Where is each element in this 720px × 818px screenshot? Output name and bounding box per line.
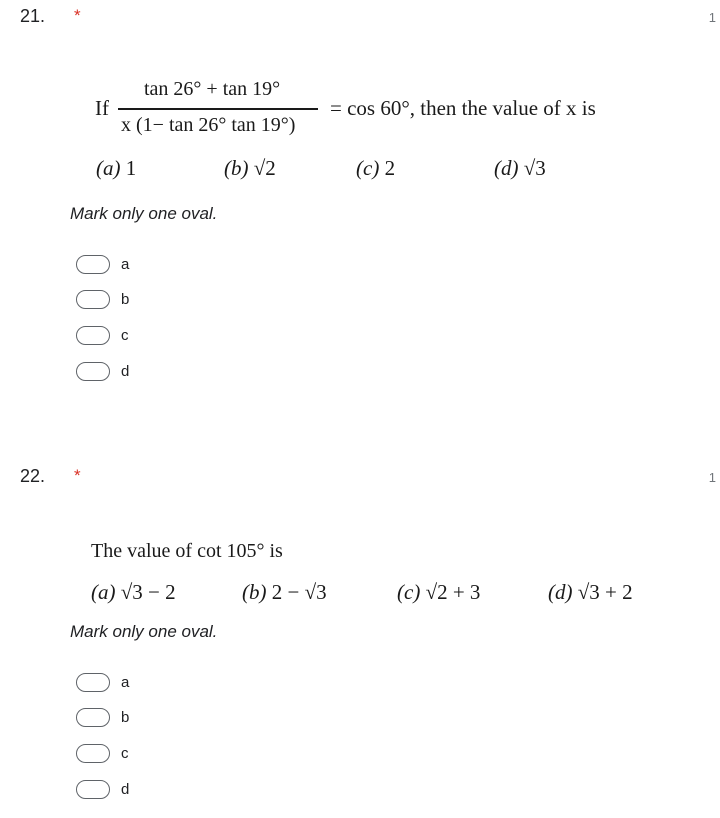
choice-key: (a): [96, 156, 121, 180]
option-b[interactable]: [76, 288, 129, 310]
option-label: d: [121, 362, 130, 380]
option-b[interactable]: [76, 706, 129, 728]
choice-key: (d): [548, 580, 573, 604]
option-c[interactable]: [76, 324, 129, 346]
choice-key: (a): [91, 580, 116, 604]
radio-oval[interactable]: [76, 708, 110, 727]
choice-c: [397, 580, 480, 605]
option-c[interactable]: [76, 742, 129, 764]
option-a[interactable]: [76, 253, 129, 275]
required-asterisk: *: [74, 466, 81, 485]
radio-oval[interactable]: [76, 255, 110, 274]
radio-oval[interactable]: [76, 362, 110, 381]
option-label: c: [121, 326, 129, 344]
radio-oval[interactable]: [76, 290, 110, 309]
choice-value: 2 − √3: [271, 580, 327, 604]
choice-d: [494, 156, 546, 181]
radio-oval[interactable]: [76, 673, 110, 692]
fraction-numerator: tan 26° + tan 19°: [144, 78, 281, 100]
instruction-text: Mark only one oval.: [70, 204, 218, 223]
choice-key: (c): [356, 156, 380, 180]
option-label: c: [121, 744, 129, 762]
choice-a: [96, 156, 136, 181]
stem-prefix: If: [95, 96, 109, 120]
question-stem: The value of cot 105° is: [91, 540, 283, 562]
radio-oval[interactable]: [76, 744, 110, 763]
points-value: 1: [708, 470, 716, 485]
option-label: a: [121, 673, 130, 691]
required-asterisk: *: [74, 6, 81, 25]
choice-a: [91, 580, 176, 605]
choice-value: √2: [253, 156, 276, 180]
option-label: b: [121, 290, 130, 308]
option-a[interactable]: [76, 671, 129, 693]
choice-value: √3 + 2: [577, 580, 633, 604]
choice-key: (c): [397, 580, 421, 604]
option-label: b: [121, 708, 130, 726]
option-label: a: [121, 255, 130, 273]
radio-oval[interactable]: [76, 326, 110, 345]
choice-key: (b): [242, 580, 267, 604]
choice-key: (d): [494, 156, 519, 180]
option-label: d: [121, 780, 130, 798]
fraction-bar: [118, 108, 318, 110]
choice-value: √2 + 3: [425, 580, 481, 604]
question-number: 22.: [20, 466, 46, 486]
choice-value: √3: [523, 156, 546, 180]
question-number: 21.: [20, 6, 46, 26]
fraction-denominator: x (1− tan 26° tan 19°): [121, 114, 296, 136]
option-d[interactable]: [76, 778, 129, 800]
choice-d: [548, 580, 633, 605]
choice-key: (b): [224, 156, 249, 180]
choice-value: 1: [125, 156, 137, 180]
choice-b: [242, 580, 327, 605]
points-value: 1: [708, 10, 716, 25]
choice-value: √3 − 2: [120, 580, 176, 604]
choice-c: [356, 156, 395, 181]
choice-value: 2: [384, 156, 396, 180]
instruction-text: Mark only one oval.: [70, 622, 218, 641]
choice-b: [224, 156, 276, 181]
option-d[interactable]: [76, 360, 129, 382]
stem-suffix: = cos 60°, then the value of x is: [330, 96, 596, 120]
radio-oval[interactable]: [76, 780, 110, 799]
